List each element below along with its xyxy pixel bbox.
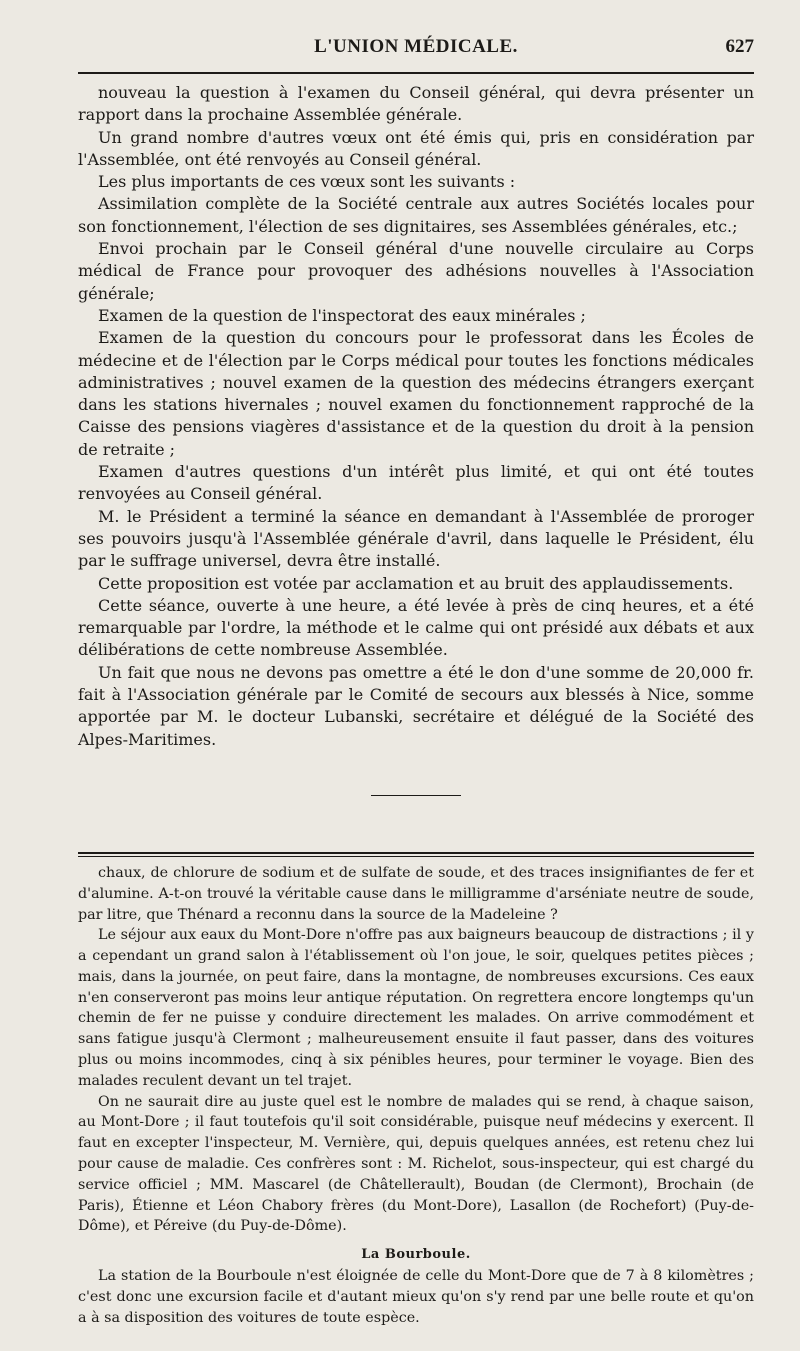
- paragraph: Assimilation complète de la Société centrale aux autres Sociétés locales pour son fonctionnement, l'élection de ses dignitaires, ses Assemblées générales, etc.;: [78, 194, 754, 236]
- paragraph: chaux, de chlorure de sodium et de sulfate de soude, et des traces insignifiantes de fer et d'alumine. A-t-on trouvé la véritable cause dans le milligramme d'arséniate neutre de soude, par litre, que Thénard a reconnu dans la source de la Madeleine ?: [78, 864, 754, 923]
- assembly-report-section: [78, 82, 754, 751]
- feuilleton-divider: [78, 852, 754, 857]
- paragraph: La station de la Bourboule n'est éloignée de celle du Mont-Dore que de 7 à 8 kilomètres ; c'est donc une excursion facile et d'autant mieux qu'on s'y rend par une belle route et qu'on a à sa disposition des voitures de toute espèce.: [78, 1268, 754, 1326]
- paragraph: Un fait que nous ne devons pas omettre a été le don d'une somme de 20,000 fr. fait à l'Association générale par le Comité de secours aux blessés à Nice, somme apportée par M. le docteur Lubanski, secrétaire et délégué de la Société des Alpes-Maritimes.: [78, 662, 754, 749]
- paragraph: Cette proposition est votée par acclamation et au bruit des applaudissements.: [98, 573, 734, 593]
- paragraph: Examen d'autres questions d'un intérêt plus limité, et qui ont été toutes renvoyées au Conseil général.: [78, 462, 754, 504]
- end-of-article-rule: [371, 795, 461, 796]
- paragraph: Les plus importants de ces vœux sont les suivants :: [98, 172, 516, 192]
- paragraph: Envoi prochain par le Conseil général d'une nouvelle circulaire au Corps médical de France pour provoquer des adhésions nouvelles à l'Association générale;: [78, 239, 754, 303]
- paragraph: On ne saurait dire au juste quel est le nombre de malades qui se rend, à chaque saison, au Mont-Dore ; il faut toutefois qu'il soit considérable, puisque neuf médecins y exercent. Il faut en excepter l'inspecteur, M. Vernière, qui, depuis quelques années, est retenu chez lui pour cause de maladie. Ces confrères sont : M. Richelot, sous-inspecteur, qui est chargé du service officiel ; MM. Mascarel (de Châtellerault), Boudan (de Clermont), Brochain (de Paris), Étienne et Léon Chabory frères (du Mont-Dore), Lasallon (de Rochefort) (Puy-de-Dôme), et Péreive (du Puy-de-Dôme).: [78, 1093, 754, 1235]
- mont-dore-section: [78, 863, 754, 1329]
- paragraph: Le séjour aux eaux du Mont-Dore n'offre pas aux baigneurs beaucoup de distractions ; il y a cependant un grand salon à l'établissement où l'on joue, le soir, quelques petites pièces ; mais, dans la journée, on peut faire, dans la montagne, de nombreuses excursions. Ces eaux n'en conserveront pas moins leur antique réputation. On regrettera encore longtemps qu'un chemin de fer ne puisse y conduire directement les malades. On arrive commodément et sans fatigue jusqu'à Clermont ; malheureusement ensuite il faut passer, dans des voitures plus ou moins incommodes, cinq à six pénibles heures, pour terminer le voyage. Bien des malades reculent devant un tel trajet.: [78, 927, 754, 1089]
- paragraph: Examen de la question de l'inspectorat des eaux minérales ;: [98, 305, 586, 325]
- paragraph: Examen de la question du concours pour le professorat dans les Écoles de médecine et de l'élection par le Corps médical pour toutes les fonctions médicales administratives ; nouvel examen de la question des médecins étrangers exerçant dans les stations hivernales ; nouvel examen du fonctionnement rapproché de la Caisse des pensions viagères d'assistance et de la question du droit à la pension de retraite ;: [78, 328, 754, 459]
- running-title: L'UNION MÉDICALE.: [314, 36, 518, 57]
- header-rule: [78, 72, 754, 74]
- paragraph: nouveau la question à l'examen du Conseil général, qui devra présenter un rapport dans la prochaine Assemblée générale.: [78, 83, 754, 125]
- paragraph: M. le Président a terminé la séance en demandant à l'Assemblée de proroger ses pouvoirs jusqu'à l'Assemblée générale d'avril, dans laquelle le Président, élu par le suffrage universel, devra être installé.: [78, 506, 754, 571]
- page-number: 627: [725, 36, 754, 57]
- section-subheading: La Bourboule.: [361, 1247, 471, 1263]
- paragraph: Un grand nombre d'autres vœux ont été émis qui, pris en considération par l'Assemblée, ont été renvoyés au Conseil général.: [78, 127, 754, 169]
- paragraph: Cette séance, ouverte à une heure, a été levée à près de cinq heures, et a été remarquable par l'ordre, la méthode et le calme qui ont présidé aux débats et aux délibérations de cette nombreuse Assemblée.: [78, 595, 754, 660]
- page-header: [78, 36, 754, 70]
